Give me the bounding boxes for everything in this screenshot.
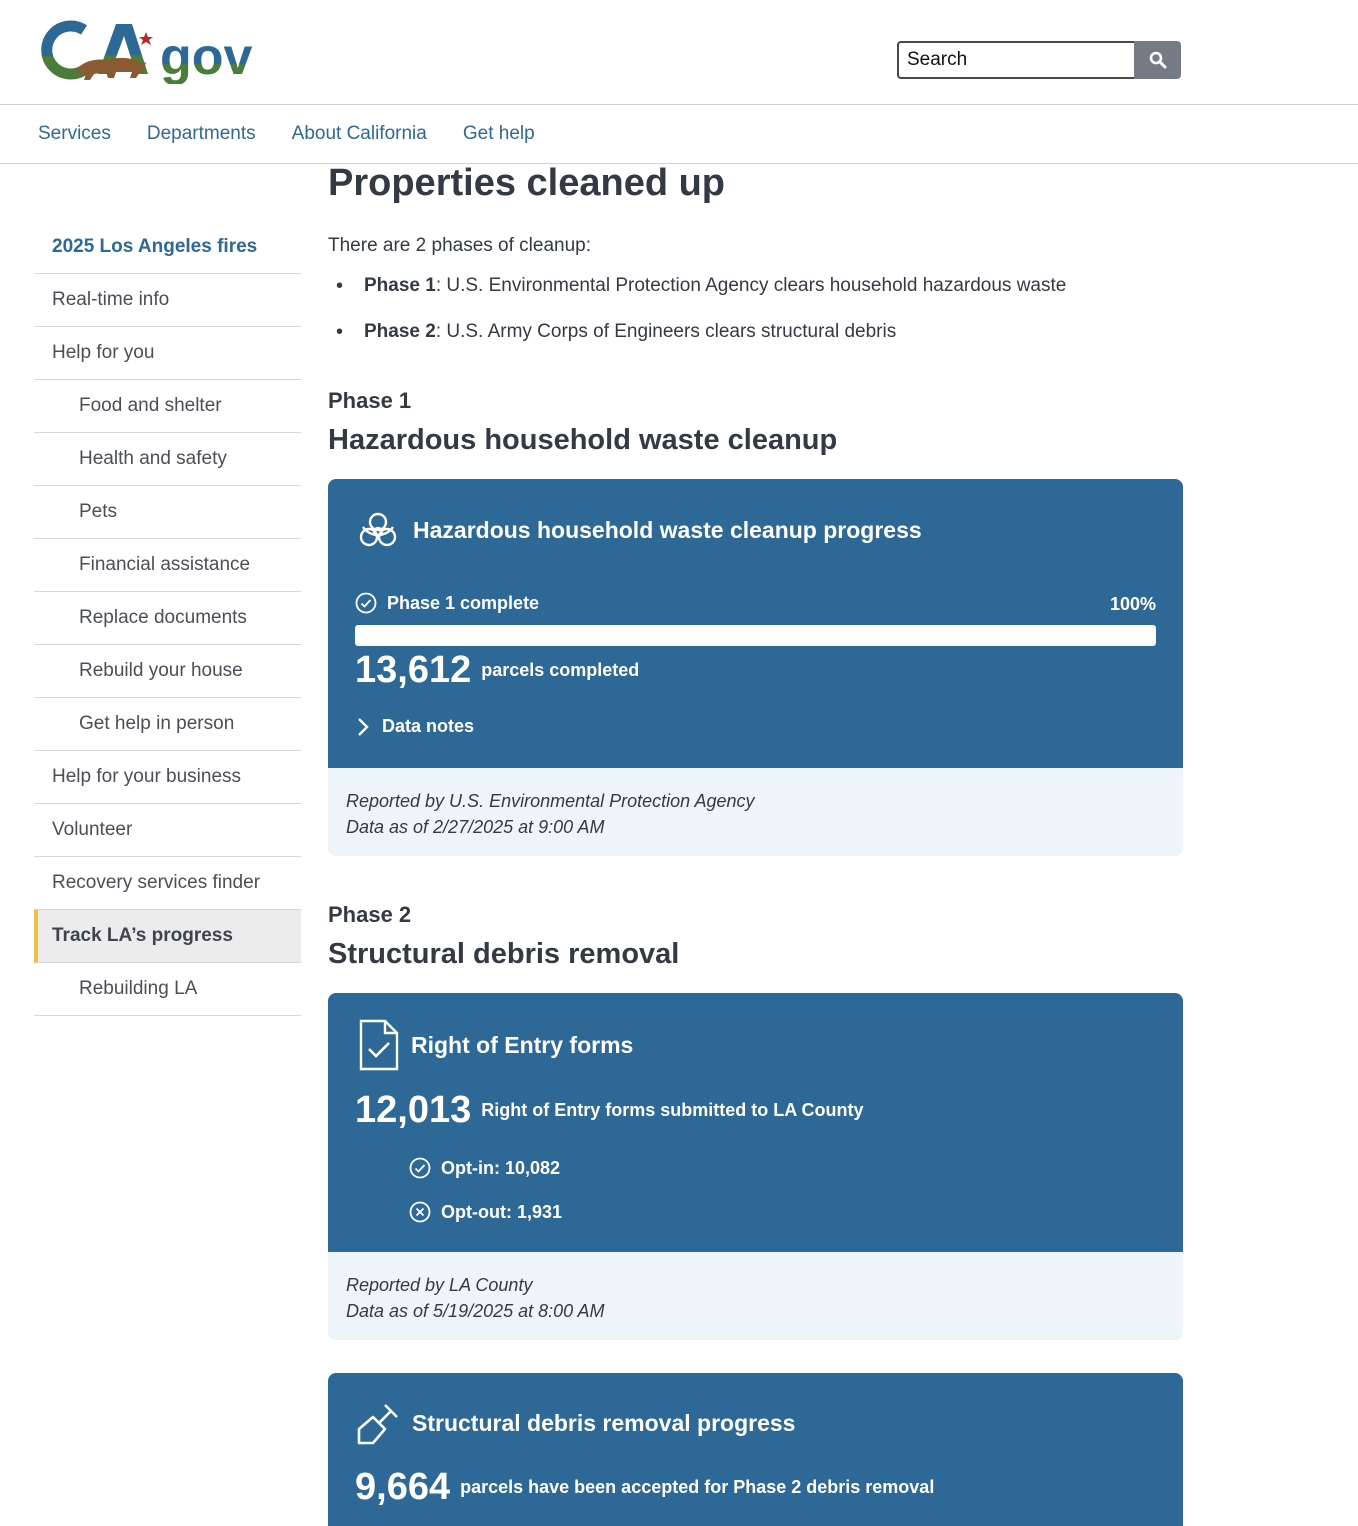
data-notes-toggle[interactable] — [355, 716, 474, 737]
debris-removal-card — [328, 1373, 1183, 1526]
opt-in-count: Opt-in: 10,082 — [441, 1157, 561, 1178]
hazardous-card-title: Hazardous household waste cleanup progress — [413, 516, 922, 543]
data-notes-label: Data notes — [382, 716, 475, 736]
sidebar-item-recovery-finder[interactable]: Recovery services finder — [34, 857, 301, 910]
phase-2-label: Phase 2 — [328, 902, 412, 927]
data-as-of: Data as of 2/27/2025 at 9:00 AM — [346, 817, 605, 837]
sidebar-item-help-business[interactable]: Help for your business — [34, 751, 301, 804]
phase-2-bold: Phase 2 — [364, 321, 436, 342]
biohazard-icon — [355, 509, 401, 551]
reported-by: Reported by U.S. Environmental Protection Agency — [346, 791, 755, 811]
sidebar-item-rebuilding-la[interactable]: Rebuilding LA — [34, 963, 301, 1016]
nav-get-help[interactable]: Get help — [462, 123, 535, 144]
sidebar-item-rebuild-house[interactable]: Rebuild your house — [34, 645, 301, 698]
ca-gov-logo[interactable] — [36, 18, 256, 84]
shovel-icon — [355, 1399, 403, 1447]
sidebar-item-volunteer[interactable]: Volunteer — [34, 804, 301, 857]
parcels-label: parcels completed — [481, 660, 640, 680]
sidebar-item-pets[interactable]: Pets — [34, 486, 301, 539]
debris-card-title: Structural debris removal progress — [412, 1409, 796, 1436]
roe-reported-by: Reported by LA County — [346, 1275, 533, 1295]
sidebar-item-replace-documents[interactable]: Replace documents — [34, 592, 301, 645]
main-nav — [0, 105, 1358, 164]
debris-count-label: parcels have been accepted for Phase 2 debris removal — [460, 1477, 935, 1497]
page-title: Properties cleaned up — [328, 162, 726, 204]
check-circle-icon — [409, 1157, 431, 1179]
phase-1-bold: Phase 1 — [364, 275, 436, 296]
roe-card-title: Right of Entry forms — [411, 1031, 634, 1058]
right-of-entry-card — [328, 993, 1183, 1340]
phase-2-title: Structural debris removal — [328, 938, 680, 970]
sidebar-item-financial-assistance[interactable]: Financial assistance — [34, 539, 301, 592]
phase-2-section — [328, 902, 679, 971]
sidebar-item-health-safety[interactable]: Health and safety — [34, 433, 301, 486]
phase-1-section — [328, 388, 837, 457]
phase-1-title: Hazardous household waste cleanup — [328, 424, 838, 456]
list-item — [328, 275, 1188, 297]
search-button[interactable] — [1134, 41, 1181, 79]
search-input[interactable] — [897, 41, 1134, 79]
chevron-right-icon — [355, 717, 371, 737]
hazardous-waste-card — [328, 479, 1183, 856]
sidebar-item-track-progress[interactable]: Track LA’s progress — [34, 910, 301, 963]
list-item — [328, 321, 1188, 343]
progress-bar-fill — [355, 625, 1156, 646]
sidebar-item-real-time-info[interactable]: Real-time info — [34, 274, 301, 327]
search-form — [897, 41, 1181, 79]
document-check-icon — [355, 1019, 401, 1071]
search-icon — [1149, 51, 1167, 69]
check-circle-icon — [355, 592, 377, 614]
debris-count: 9,664 — [355, 1466, 451, 1508]
main-content — [328, 160, 1188, 367]
progress-bar-track — [355, 625, 1156, 646]
phase-1-text: : U.S. Environmental Protection Agency clears household hazardous waste — [435, 275, 1067, 296]
phase-1-label: Phase 1 — [328, 388, 412, 413]
intro-text: There are 2 phases of cleanup: — [328, 235, 592, 256]
opt-out-count: Opt-out: 1,931 — [441, 1201, 563, 1222]
roe-count: 12,013 — [355, 1089, 472, 1131]
nav-services[interactable]: Services — [38, 123, 111, 144]
sidebar-item-la-fires[interactable]: 2025 Los Angeles fires — [34, 221, 301, 274]
progress-percent: 100% — [1109, 594, 1156, 614]
svg-text:gov: gov — [160, 28, 253, 84]
phases-list — [328, 275, 1188, 343]
sidebar-item-food-shelter[interactable]: Food and shelter — [34, 380, 301, 433]
roe-data-as-of: Data as of 5/19/2025 at 8:00 AM — [346, 1301, 605, 1321]
nav-about-california[interactable]: About California — [291, 123, 427, 144]
phase-2-text: : U.S. Army Corps of Engineers clears structural debris — [435, 321, 897, 342]
x-circle-icon — [409, 1201, 431, 1223]
parcels-count: 13,612 — [355, 649, 472, 691]
phase-1-status: Phase 1 complete — [387, 592, 540, 613]
sidebar-nav — [34, 221, 301, 1016]
sidebar-item-help-in-person[interactable]: Get help in person — [34, 698, 301, 751]
sidebar-item-help-for-you[interactable]: Help for you — [34, 327, 301, 380]
roe-count-label: Right of Entry forms submitted to LA County — [481, 1100, 864, 1120]
site-header — [0, 0, 1358, 105]
nav-departments[interactable]: Departments — [146, 123, 256, 144]
